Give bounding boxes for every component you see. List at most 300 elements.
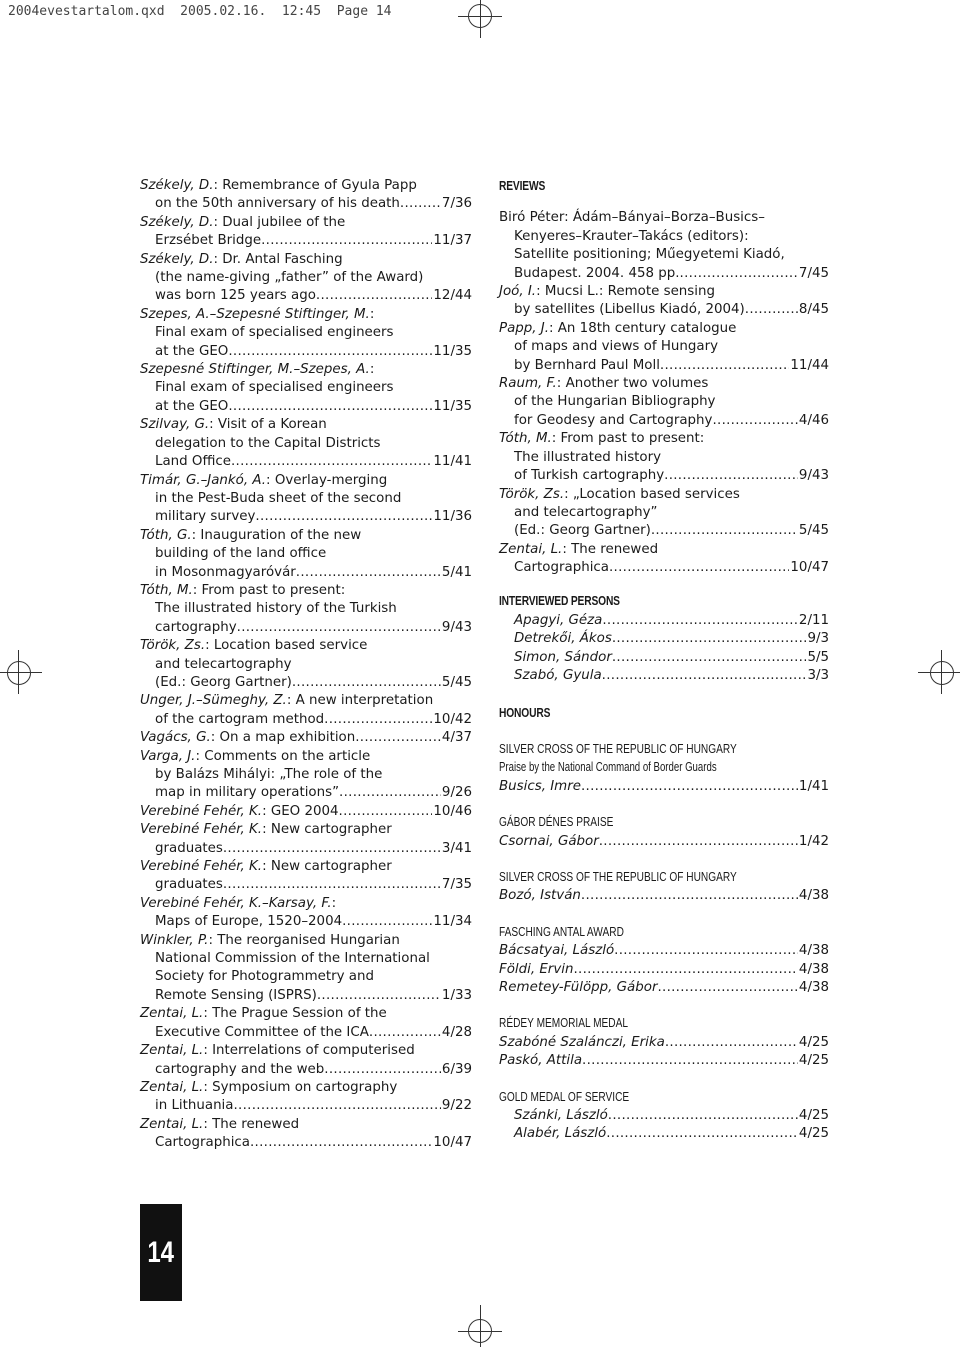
entry-author: Török, Zs.: [499, 486, 565, 502]
page-number: 14: [147, 1235, 175, 1269]
entry-line: [140, 1116, 472, 1134]
recipient-name: Busics, Imre: [499, 778, 581, 794]
dot-leader: [608, 1107, 798, 1125]
award-block: [499, 923, 829, 998]
dot-leader: [745, 301, 798, 319]
entry-line: [140, 1005, 472, 1023]
entry-line: [499, 504, 829, 522]
entry-author: Székely, D.: [140, 178, 214, 193]
dot-leader: [612, 630, 807, 648]
entry-page-ref: 11/35: [433, 343, 472, 359]
entry-line: [499, 559, 829, 577]
entry-author: Zentai, L.: [499, 541, 563, 557]
entry-text: National Commission of the International: [155, 951, 430, 967]
entry-line: [140, 582, 472, 600]
entry-line: [140, 932, 472, 950]
entry-text: The illustrated history: [514, 449, 662, 465]
entry-author: Szepesné Stiftinger, M.–Szepes, A.: [140, 362, 370, 378]
dot-leader: [680, 265, 798, 283]
person-page-ref: 3/3: [807, 668, 829, 684]
award-block: [499, 740, 829, 796]
entry-page-ref: 5/41: [441, 564, 472, 580]
dot-leader: [665, 1034, 798, 1052]
entry-author: Verebiné Fehér, K.–Karsay, F.: [140, 895, 332, 911]
entry-line: [140, 821, 472, 839]
dot-leader: [317, 987, 441, 1005]
entry-author: Szilvay, G.: [140, 417, 210, 433]
entry-text: : The Prague Session of the: [203, 1006, 387, 1022]
recipient-name: Remetey-Fülöpp, Gábor: [499, 980, 658, 996]
person-page-ref: 9/3: [807, 631, 829, 647]
entry-text: Budapest. 2004. 458 pp.: [514, 265, 680, 281]
entry-line: [140, 987, 472, 1005]
recipient-page-ref: 1/42: [798, 833, 829, 849]
entry-author: Vagács, G.: [140, 730, 211, 746]
index-entry: [140, 472, 472, 527]
registration-mark-left: [0, 650, 42, 694]
entry-line: [499, 522, 829, 540]
entry-line: [140, 803, 472, 821]
interviewed-person: [499, 630, 829, 648]
dot-leader: [606, 1125, 798, 1143]
index-entry: [140, 527, 472, 582]
entry-line: [140, 564, 472, 582]
entry-text: Final exam of specialised engineers: [155, 380, 394, 396]
index-entry: [140, 1005, 472, 1042]
dot-leader: [609, 559, 789, 577]
person-name: Detrekői, Ákos: [514, 631, 612, 647]
award-title: SILVER CROSS OF THE REPUBLIC OF HUNGARY: [499, 740, 737, 756]
entry-text: graduates: [155, 877, 223, 893]
dot-leader: [223, 840, 441, 858]
entry-author: Zentai, L.: [140, 1079, 204, 1095]
index-entry: [140, 821, 472, 858]
entry-line: [499, 393, 829, 411]
review-entry: [499, 283, 829, 320]
entry-line: [140, 895, 472, 913]
award-recipient: [499, 1052, 829, 1070]
index-entry: [140, 251, 472, 306]
entry-line: [140, 251, 472, 269]
entry-text: at the GEO: [155, 343, 229, 359]
index-entry: [140, 858, 472, 895]
entry-line: [140, 379, 472, 397]
award-title: RÉDEY MEMORIAL MEDAL: [499, 1015, 629, 1031]
entry-text: :: [369, 362, 375, 378]
registration-mark-right: [918, 650, 960, 694]
entry-line: [140, 306, 472, 324]
entry-page-ref: 11/44: [790, 357, 829, 373]
entry-line: [140, 214, 472, 232]
dot-leader: [581, 778, 798, 796]
entry-author: Székely, D.: [140, 251, 214, 267]
award-recipient: [499, 961, 829, 979]
entry-text: : Another two volumes: [556, 376, 709, 392]
entry-line: [140, 950, 472, 968]
entry-page-ref: 7/35: [441, 877, 472, 893]
entry-line: [499, 265, 829, 283]
author-index-column: [140, 177, 472, 1153]
entry-text: delegation to the Capital Districts: [155, 435, 381, 451]
entry-author: Timár, G.–Jankó, A.: [140, 472, 267, 488]
entry-page-ref: 10/42: [433, 711, 472, 727]
entry-author: Winkler, P.: [140, 932, 209, 948]
entry-line: [140, 1024, 472, 1042]
entry-author: Székely, D.: [140, 214, 214, 230]
entry-line: [499, 467, 829, 485]
entry-line: [140, 343, 472, 361]
registration-mark-bottom: [458, 1305, 502, 1347]
recipient-page-ref: 4/38: [798, 888, 829, 904]
index-entry: [140, 1042, 472, 1079]
honours-heading: HONOURS: [499, 705, 551, 720]
index-entry: [140, 1116, 472, 1153]
award-title: FASCHING ANTAL AWARD: [499, 923, 624, 939]
entry-line: [499, 430, 829, 448]
entry-page-ref: 12/44: [433, 288, 472, 304]
entry-text: Cartographica: [514, 560, 609, 576]
entry-line: [140, 545, 472, 563]
index-entry: [140, 582, 472, 637]
interviewed-person: [499, 667, 829, 685]
entry-text: Cartographica: [155, 1135, 250, 1151]
entry-line: [140, 1097, 472, 1115]
entry-text: was born 125 years ago: [155, 288, 316, 304]
entry-text: Biró Péter: Ádám–Bányai–Borza–Busics–: [499, 210, 765, 226]
entry-page-ref: 9/43: [441, 619, 472, 635]
entry-text: of maps and views of Hungary: [514, 339, 719, 355]
award-subtitle: Praise by the National Command of Border Guards: [499, 759, 717, 775]
dot-leader: [237, 619, 441, 637]
recipient-page-ref: 4/25: [798, 1053, 829, 1069]
entry-text: : Dual jubilee of the: [213, 214, 346, 230]
recipient-page-ref: 1/41: [798, 778, 829, 794]
entry-text: Satellite positioning; Műegyetemi Kiadó,: [514, 247, 785, 263]
recipient-page-ref: 4/38: [798, 961, 829, 977]
entry-text: : On a map exhibition: [210, 730, 356, 746]
entry-text: : Remembrance of Gyula Papp: [213, 178, 417, 193]
index-entry: [140, 361, 472, 416]
recipient-name: Földi, Ervin: [499, 961, 574, 977]
entry-line: [140, 232, 472, 250]
entry-line: [140, 858, 472, 876]
registration-mark-top: [458, 0, 502, 38]
entry-line: [140, 876, 472, 894]
interviewed-person: [499, 612, 829, 630]
entry-text: Final exam of specialised engineers: [155, 325, 394, 341]
person-page-ref: 5/5: [807, 649, 829, 665]
dot-leader: [400, 195, 441, 213]
award-block: [499, 868, 829, 906]
dot-leader: [369, 1024, 441, 1042]
entry-line: [140, 766, 472, 784]
entry-text: Executive Committee of the ICA: [155, 1024, 369, 1040]
dot-leader: [261, 232, 432, 250]
person-name: Apagyi, Géza: [514, 612, 603, 628]
entry-page-ref: 10/47: [790, 560, 829, 576]
entry-line: [140, 453, 472, 471]
dot-leader: [296, 564, 441, 582]
recipient-page-ref: 4/38: [798, 980, 829, 996]
entry-text: : GEO 2004: [262, 803, 339, 819]
entry-page-ref: 7/36: [441, 196, 472, 212]
recipient-page-ref: 4/25: [798, 1108, 829, 1124]
entry-text: Society for Photogrammetry and: [155, 969, 374, 985]
entry-line: [499, 228, 829, 246]
entry-text: cartography and the web: [155, 1061, 325, 1077]
entry-text: : The reorganised Hungarian: [208, 932, 400, 948]
entry-author: Raum, F.: [499, 376, 557, 392]
entry-page-ref: 5/45: [798, 523, 829, 539]
index-entry: [140, 729, 472, 747]
entry-line: [140, 1061, 472, 1079]
entry-page-ref: 4/28: [441, 1024, 472, 1040]
entry-line: [499, 486, 829, 504]
person-page-ref: 2/11: [798, 612, 829, 628]
index-entry: [140, 416, 472, 471]
entry-text: (the name-giving „father” of the Award): [155, 270, 424, 286]
entry-page-ref: 10/46: [433, 803, 472, 819]
award-title: SILVER CROSS OF THE REPUBLIC OF HUNGARY: [499, 869, 737, 884]
recipient-name: Bácsatyai, László: [499, 943, 615, 959]
entry-page-ref: 4/46: [798, 412, 829, 428]
entry-line: [499, 246, 829, 264]
entry-text: of the Hungarian Bibliography: [514, 394, 716, 410]
entry-line: [140, 600, 472, 618]
entry-page-ref: 9/26: [441, 785, 472, 801]
entry-line: [140, 1042, 472, 1060]
entry-line: [140, 195, 472, 213]
entry-text: : The renewed: [562, 541, 659, 557]
entry-line: [140, 508, 472, 526]
entry-text: : Mucsi L.: Remote sensing: [536, 284, 715, 300]
entry-text: in the Pest-Buda sheet of the second: [155, 490, 402, 506]
entry-text: of Turkish cartography: [514, 468, 665, 484]
entry-line: [140, 269, 472, 287]
entry-text: : Symposium on cartography: [203, 1079, 398, 1095]
entry-line: [140, 398, 472, 416]
entry-text: Remote Sensing (ISPRS): [155, 987, 317, 1003]
recipient-page-ref: 4/25: [798, 1126, 829, 1142]
entry-line: [140, 527, 472, 545]
entry-page-ref: 9/43: [798, 468, 829, 484]
entry-text: The illustrated history of the Turkish: [155, 601, 397, 617]
entry-line: [140, 637, 472, 655]
entry-author: Tóth, G.: [140, 527, 192, 543]
entry-text: : An 18th century catalogue: [549, 320, 737, 336]
entry-line: [140, 748, 472, 766]
entry-author: Joó, I.: [499, 284, 537, 300]
entry-text: : New cartographer: [262, 822, 392, 838]
entry-text: in Lithuania: [155, 1098, 234, 1114]
entry-author: Verebiné Fehér, K.: [140, 822, 263, 838]
dot-leader: [657, 979, 797, 997]
dot-leader: [660, 357, 789, 375]
dot-leader: [324, 711, 432, 729]
entry-text: graduates: [155, 840, 223, 856]
reviews-heading: REVIEWS: [499, 179, 546, 193]
entry-author: Papp, J.: [499, 320, 549, 336]
recipient-name: Bozó, István: [499, 888, 581, 904]
dot-leader: [581, 887, 798, 905]
review-entry: [499, 486, 829, 541]
entry-page-ref: 6/39: [441, 1061, 472, 1077]
entry-line: [140, 287, 472, 305]
entry-text: : Comments on the article: [195, 748, 371, 764]
entry-text: map in military operations”: [155, 785, 340, 801]
interviewed-person: [499, 649, 829, 667]
entry-page-ref: 1/33: [441, 987, 472, 1003]
interviewed-heading: INTERVIEWED PERSONS: [499, 593, 620, 608]
index-entry: [140, 692, 472, 729]
entry-line: [140, 784, 472, 802]
entry-line: [499, 209, 829, 227]
entry-page-ref: 11/34: [433, 914, 472, 930]
entry-line: [140, 1134, 472, 1152]
interviewed-list: [499, 612, 829, 686]
dot-leader: [250, 1134, 432, 1152]
entry-text: of the cartogram method: [155, 711, 325, 727]
person-name: Simon, Sándor: [514, 649, 612, 665]
entry-text: (Ed.: Georg Gartner): [514, 523, 651, 539]
dot-leader: [602, 667, 807, 685]
entry-page-ref: 11/37: [433, 233, 472, 249]
award-title: GOLD MEDAL OF SERVICE: [499, 1088, 630, 1104]
award-recipient: [499, 833, 829, 851]
dot-leader: [582, 1052, 798, 1070]
dot-leader: [231, 453, 432, 471]
award-block: [499, 1014, 829, 1070]
entry-page-ref: 3/41: [441, 840, 472, 856]
dot-leader: [651, 522, 798, 540]
honours-list: [499, 740, 829, 1144]
entry-author: Verebiné Fehér, K.: [140, 803, 263, 819]
index-entry: [140, 803, 472, 821]
entry-text: : „Location based services: [564, 486, 740, 502]
entry-text: on the 50th anniversary of his death: [155, 196, 400, 212]
entry-line: [140, 361, 472, 379]
dot-leader: [614, 942, 798, 960]
entry-line: [140, 619, 472, 637]
recipient-name: Paskó, Attila: [499, 1053, 583, 1069]
award-recipient: [499, 1107, 829, 1125]
entry-author: Zentai, L.: [140, 1116, 204, 1132]
entry-text: Erzsébet Bridge: [155, 233, 262, 249]
entry-author: Tóth, M.: [499, 431, 552, 447]
dot-leader: [712, 412, 797, 430]
entry-text: : A new interpretation: [286, 693, 434, 709]
entry-text: cartography: [155, 619, 237, 635]
entry-author: Zentai, L.: [140, 1006, 204, 1022]
entry-page-ref: 9/22: [441, 1098, 472, 1114]
entry-line: [499, 338, 829, 356]
entry-line: [499, 541, 829, 559]
award-recipient: [499, 1034, 829, 1052]
entry-line: [140, 729, 472, 747]
entry-line: [140, 674, 472, 692]
entry-text: : From past to present:: [551, 431, 705, 447]
entry-page-ref: 8/45: [798, 302, 829, 318]
entry-page-ref: 5/45: [441, 674, 472, 690]
recipient-page-ref: 4/25: [798, 1034, 829, 1050]
entry-line: [499, 375, 829, 393]
dot-leader: [664, 467, 798, 485]
entry-text: in Mosonmagyaróvár: [155, 564, 296, 580]
entry-author: Unger, J.–Sümeghy, Z.: [140, 693, 287, 709]
entry-author: Szepes, A.–Szepesné Stiftinger, M.: [140, 306, 370, 322]
entry-text: military survey: [155, 509, 256, 525]
person-name: Szabó, Gyula: [514, 668, 602, 684]
entry-text: : Overlay-merging: [266, 472, 388, 488]
entry-text: by Balázs Mihályi: „The role of the: [155, 767, 383, 782]
entry-line: [499, 320, 829, 338]
entry-line: [499, 449, 829, 467]
entry-line: [499, 301, 829, 319]
dot-leader: [355, 729, 441, 747]
index-entry: [140, 214, 472, 251]
entry-text: : Interrelations of computerised: [203, 1043, 415, 1059]
dot-leader: [573, 961, 797, 979]
entry-line: [499, 357, 829, 375]
dot-leader: [612, 649, 807, 667]
dot-leader: [339, 803, 433, 821]
entry-text: by satellites (Libellus Kiadó, 2004): [514, 302, 745, 318]
dot-leader: [599, 833, 798, 851]
index-entry: [140, 748, 472, 803]
dot-leader: [292, 674, 441, 692]
award-block: [499, 813, 829, 851]
recipient-page-ref: 4/38: [798, 943, 829, 959]
entry-text: Kenyeres–Krauter–Takács (editors):: [514, 228, 749, 244]
dot-leader: [602, 612, 798, 630]
entry-text: : Dr. Antal Fasching: [213, 251, 343, 267]
entry-text: at the GEO: [155, 398, 229, 414]
entry-text: : Location based service: [205, 638, 368, 654]
review-entry: [499, 320, 829, 375]
review-entry: [499, 430, 829, 485]
entry-text: : From past to present:: [192, 582, 346, 598]
award-block: [499, 1088, 829, 1144]
award-recipient: [499, 1125, 829, 1143]
entry-text: :: [331, 895, 337, 911]
dot-leader: [339, 784, 441, 802]
entry-author: Varga, J.: [140, 748, 196, 764]
entry-line: [140, 490, 472, 508]
review-entry: [499, 209, 829, 283]
entry-page-ref: 11/35: [433, 398, 472, 414]
entry-line: [499, 412, 829, 430]
review-entry: [499, 375, 829, 430]
entry-line: [140, 840, 472, 858]
dot-leader: [228, 398, 432, 416]
entry-text: : New cartographer: [262, 859, 392, 875]
entry-text: and telecartography: [155, 656, 292, 672]
entry-text: :: [369, 306, 375, 322]
entry-text: Land Office: [155, 454, 231, 470]
page-number-tab: [140, 1204, 182, 1301]
entry-line: [140, 472, 472, 490]
entry-line: [140, 692, 472, 710]
recipient-name: Csornai, Gábor: [499, 833, 599, 849]
entry-text: : Visit of a Korean: [209, 417, 327, 433]
reviews-list: [499, 209, 829, 577]
entry-line: [140, 711, 472, 729]
index-entry: [140, 932, 472, 1006]
dot-leader: [228, 343, 432, 361]
dot-leader: [255, 508, 432, 526]
recipient-name: Szánki, László: [514, 1108, 608, 1124]
entry-text: and telecartography”: [514, 504, 658, 520]
